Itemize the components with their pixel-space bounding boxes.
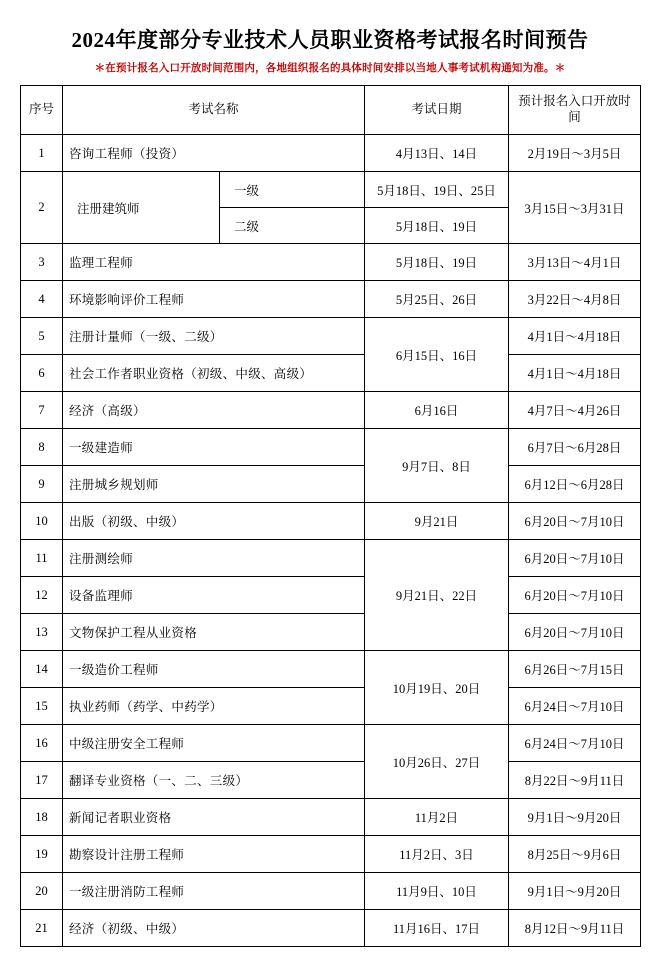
header-date: 考试日期 (365, 86, 509, 135)
row-date: 9月7日、8日 (365, 429, 509, 503)
table-header-row (21, 86, 641, 135)
row-name-split (63, 172, 365, 244)
row-date: 6月16日 (365, 392, 509, 429)
table-row (21, 503, 641, 540)
row-name: 一级造价工程师 (63, 651, 365, 688)
row-sub-level-1: 一级 (220, 172, 364, 208)
header-open: 预计报名入口开放时间 (509, 86, 641, 135)
row-open: 6月7日～6月28日 (509, 429, 641, 466)
row-no: 3 (21, 244, 63, 281)
row-date: 5月18日、19日 (365, 244, 509, 281)
row-no: 13 (21, 614, 63, 651)
row-date-sub-2: 5月18日、19日 (365, 208, 509, 244)
row-open: 3月15日～3月31日 (509, 172, 641, 244)
row-name: 社会工作者职业资格（初级、中级、高级） (63, 355, 365, 392)
row-open: 6月24日～7月10日 (509, 725, 641, 762)
table-row (21, 244, 641, 281)
row-name: 一级注册消防工程师 (63, 873, 365, 910)
header-name: 考试名称 (63, 86, 365, 135)
row-open: 8月22日～9月11日 (509, 762, 641, 799)
row-date: 4月13日、14日 (365, 135, 509, 172)
row-date: 11月2日 (365, 799, 509, 836)
row-date: 10月19日、20日 (365, 651, 509, 725)
row-open: 4月1日～4月18日 (509, 355, 641, 392)
row-name: 一级建造师 (63, 429, 365, 466)
table-row (21, 688, 641, 725)
table-row (21, 355, 641, 392)
row-open: 2月19日～3月5日 (509, 135, 641, 172)
row-open: 4月1日～4月18日 (509, 318, 641, 355)
row-date: 11月2日、3日 (365, 836, 509, 873)
row-name: 经济（初级、中级） (63, 910, 365, 947)
table-row (21, 281, 641, 318)
row-date: 9月21日、22日 (365, 540, 509, 651)
row-date: 11月16日、17日 (365, 910, 509, 947)
row-date: 5月25日、26日 (365, 281, 509, 318)
row-date: 11月9日、10日 (365, 873, 509, 910)
row-no: 9 (21, 466, 63, 503)
row-no: 14 (21, 651, 63, 688)
row-no: 10 (21, 503, 63, 540)
row-name: 文物保护工程从业资格 (63, 614, 365, 651)
row-no: 8 (21, 429, 63, 466)
row-sub-level-2: 二级 (234, 219, 260, 234)
row-no: 6 (21, 355, 63, 392)
row-no: 16 (21, 725, 63, 762)
row-open: 4月7日～4月26日 (509, 392, 641, 429)
table-row (21, 172, 641, 208)
row-open: 6月20日～7月10日 (509, 577, 641, 614)
row-name: 设备监理师 (63, 577, 365, 614)
row-name: 注册测绘师 (63, 540, 365, 577)
row-no: 2 (21, 172, 63, 244)
row-no: 4 (21, 281, 63, 318)
row-no: 19 (21, 836, 63, 873)
row-open: 3月13日～4月1日 (509, 244, 641, 281)
row-no: 7 (21, 392, 63, 429)
table-row (21, 392, 641, 429)
table-row (21, 799, 641, 836)
table-row (21, 614, 641, 651)
table-row (21, 135, 641, 172)
row-name: 新闻记者职业资格 (63, 799, 365, 836)
row-name: 经济（高级） (63, 392, 365, 429)
row-open: 6月24日～7月10日 (509, 688, 641, 725)
row-name: 咨询工程师（投资） (63, 135, 365, 172)
row-no: 12 (21, 577, 63, 614)
table-row (21, 540, 641, 577)
row-open: 6月26日～7月15日 (509, 651, 641, 688)
row-no: 1 (21, 135, 63, 172)
notice-text: ＊在预计报名入口开放时间范围内，各地组织报名的具体时间安排以当地人事考试机构通知为准。＊ (94, 63, 566, 74)
table-row (21, 910, 641, 947)
row-open: 6月20日～7月10日 (509, 503, 641, 540)
row-open: 6月20日～7月10日 (509, 540, 641, 577)
row-open: 6月12日～6月28日 (509, 466, 641, 503)
row-no: 21 (21, 910, 63, 947)
table-row (21, 577, 641, 614)
row-no: 15 (21, 688, 63, 725)
row-name: 注册建筑师 (77, 201, 140, 216)
row-date: 10月26日、27日 (365, 725, 509, 799)
row-no: 11 (21, 540, 63, 577)
row-name: 中级注册安全工程师 (63, 725, 365, 762)
row-name: 监理工程师 (63, 244, 365, 281)
table-row (21, 466, 641, 503)
row-name: 注册城乡规划师 (63, 466, 365, 503)
table-row (21, 651, 641, 688)
row-open: 6月20日～7月10日 (509, 614, 641, 651)
page-title: 2024年度部分专业技术人员职业资格考试报名时间预告 (71, 28, 589, 52)
row-open: 9月1日～9月20日 (509, 799, 641, 836)
row-name: 环境影响评价工程师 (63, 281, 365, 318)
row-date-sub-1: 5月18日、19日、25日 (365, 172, 509, 208)
row-date: 6月15日、16日 (365, 318, 509, 392)
table-row (21, 873, 641, 910)
row-no: 20 (21, 873, 63, 910)
row-no: 17 (21, 762, 63, 799)
table-row (21, 429, 641, 466)
row-open: 9月1日～9月20日 (509, 873, 641, 910)
table-row (21, 836, 641, 873)
table-row (21, 318, 641, 355)
header-no: 序号 (21, 86, 63, 135)
row-name: 翻译专业资格（一、二、三级） (63, 762, 365, 799)
row-name: 执业药师（药学、中药学） (63, 688, 365, 725)
row-open: 8月12日～9月11日 (509, 910, 641, 947)
row-no: 18 (21, 799, 63, 836)
row-date: 9月21日 (365, 503, 509, 540)
exam-schedule-table (20, 85, 641, 947)
row-open: 3月22日～4月8日 (509, 281, 641, 318)
table-row (21, 725, 641, 762)
row-name: 出版（初级、中级） (63, 503, 365, 540)
row-name: 注册计量师（一级、二级） (63, 318, 365, 355)
table-row (21, 762, 641, 799)
row-open: 8月25日～9月6日 (509, 836, 641, 873)
row-name: 勘察设计注册工程师 (63, 836, 365, 873)
row-no: 5 (21, 318, 63, 355)
